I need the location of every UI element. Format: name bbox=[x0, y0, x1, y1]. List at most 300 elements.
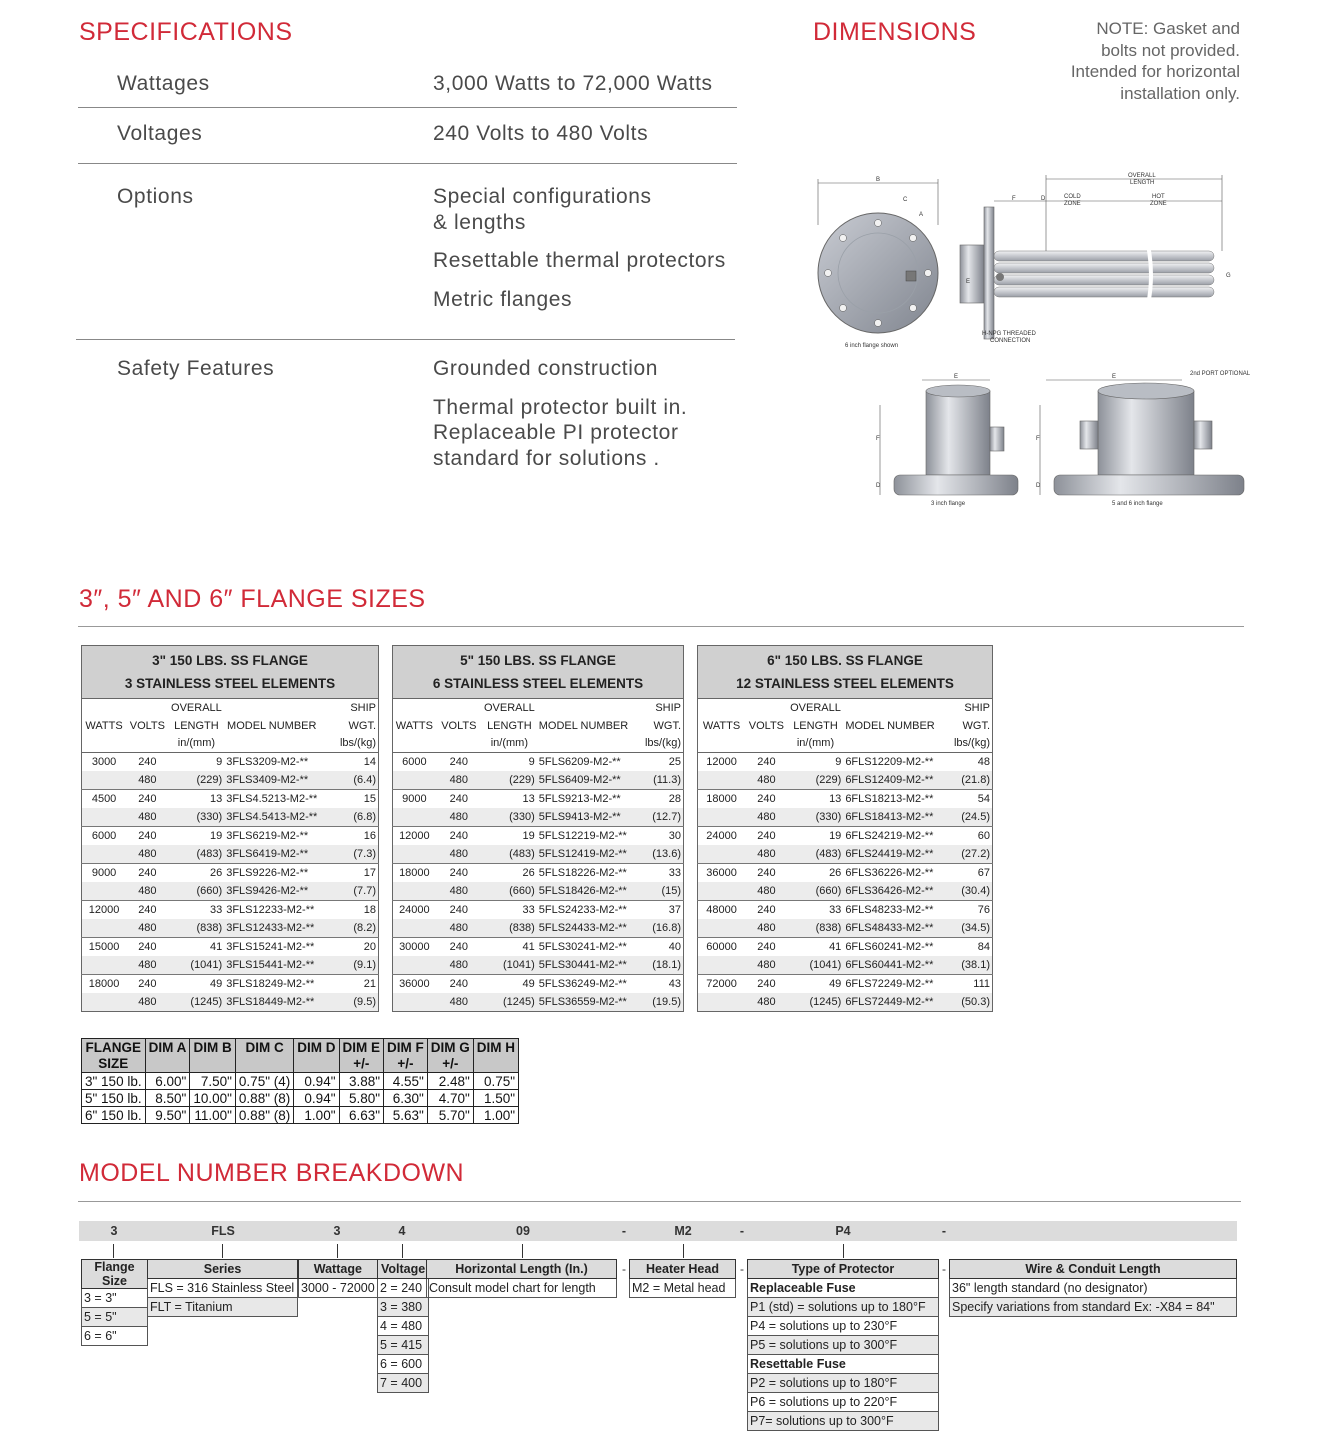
cell-length: (660) bbox=[169, 882, 225, 901]
column-header bbox=[82, 699, 127, 717]
spec-value-options-3: Resettable thermal protectors bbox=[433, 249, 726, 272]
column-header bbox=[436, 699, 482, 717]
table-row bbox=[748, 1336, 939, 1355]
spec-label-voltages: Voltages bbox=[117, 122, 203, 145]
table-row bbox=[950, 1279, 1237, 1298]
model-table-flange-size bbox=[81, 1259, 148, 1346]
separator-dash: - bbox=[740, 1262, 744, 1276]
table-row bbox=[698, 975, 993, 994]
cell-volts: 240 bbox=[126, 975, 168, 994]
column-header bbox=[224, 699, 319, 717]
cell-length: 26 bbox=[482, 864, 537, 883]
cell-length: (838) bbox=[482, 919, 537, 938]
cell-weight: 15 bbox=[319, 790, 378, 809]
cell-volts: 480 bbox=[436, 808, 482, 827]
label-hot-2: ZONE bbox=[1150, 201, 1167, 207]
cell-length: (1245) bbox=[169, 993, 225, 1012]
cell-length: 49 bbox=[482, 975, 537, 994]
column-header bbox=[745, 735, 788, 753]
dims-header bbox=[473, 1056, 518, 1073]
cell-watts bbox=[393, 993, 436, 1012]
table-row bbox=[393, 919, 684, 938]
spec-value-options-2: & lengths bbox=[433, 211, 526, 234]
table-row bbox=[698, 864, 993, 883]
cell-weight: (6.4) bbox=[319, 771, 378, 790]
cell-weight: 111 bbox=[937, 975, 993, 994]
cell-length: 19 bbox=[788, 827, 844, 846]
table-row bbox=[82, 1308, 148, 1327]
flange-title-line-1: 3" 150 LBS. SS FLANGE bbox=[152, 653, 308, 668]
column-header bbox=[126, 735, 168, 753]
flange-table bbox=[81, 645, 379, 1012]
cell-watts bbox=[393, 882, 436, 901]
cell-volts: 480 bbox=[126, 808, 168, 827]
column-header: LENGTH bbox=[174, 719, 219, 732]
table-row bbox=[698, 808, 993, 827]
cell-length: 49 bbox=[169, 975, 225, 994]
table-row bbox=[82, 771, 379, 790]
spec-value-safety-4: standard for solutions . bbox=[433, 447, 660, 470]
column-header bbox=[393, 735, 436, 753]
column-header: WATTS bbox=[395, 719, 433, 732]
tick bbox=[683, 1244, 684, 1258]
cell-volts: 240 bbox=[745, 938, 788, 957]
cell-length: (483) bbox=[482, 845, 537, 864]
cell-model: 6FLS72249-M2-** bbox=[843, 975, 936, 994]
table-row bbox=[378, 1374, 429, 1393]
model-table-header: Wattage bbox=[299, 1260, 378, 1279]
table-row bbox=[82, 790, 379, 809]
cell-length: (1245) bbox=[788, 993, 844, 1012]
cell-length: 9 bbox=[482, 753, 537, 772]
dimension-drawings bbox=[810, 165, 1255, 515]
table-row bbox=[698, 956, 993, 975]
cell-length: 41 bbox=[788, 938, 844, 957]
cell-volts: 480 bbox=[126, 919, 168, 938]
label-f-3: F bbox=[876, 436, 880, 442]
table-row bbox=[698, 790, 993, 809]
model-table-header: Horizontal Length (In.) bbox=[427, 1260, 617, 1279]
column-header: SHIP bbox=[655, 701, 681, 714]
model-table-cell: 4 = 480 bbox=[378, 1317, 429, 1336]
cell-watts bbox=[698, 919, 746, 938]
cell-volts: 480 bbox=[745, 956, 788, 975]
cell-weight: 14 bbox=[319, 753, 378, 772]
cell-length: 26 bbox=[169, 864, 225, 883]
cell-watts bbox=[82, 956, 127, 975]
cell-volts: 240 bbox=[126, 790, 168, 809]
cell-weight: 17 bbox=[319, 864, 378, 883]
label-npg-1: H-NPG THREADED bbox=[982, 331, 1036, 337]
cell-volts: 240 bbox=[126, 753, 168, 772]
table-row bbox=[698, 771, 993, 790]
cell-length: 9 bbox=[788, 753, 844, 772]
dims-value: 6.00" bbox=[145, 1073, 190, 1090]
cell-watts: 18000 bbox=[393, 864, 436, 883]
cell-length: 49 bbox=[788, 975, 844, 994]
cell-watts: 9000 bbox=[82, 864, 127, 883]
dims-header: SIZE bbox=[82, 1056, 146, 1073]
column-header: MODEL NUMBER bbox=[538, 719, 629, 732]
label-f-56: F bbox=[1036, 436, 1040, 442]
spec-value-options-1: Special configurations bbox=[433, 185, 652, 208]
cell-length: 33 bbox=[169, 901, 225, 920]
column-header: in/(mm) bbox=[169, 735, 225, 753]
cell-volts: 480 bbox=[126, 956, 168, 975]
heater-side-drawing bbox=[960, 173, 1231, 344]
column-header bbox=[224, 735, 319, 753]
flange-title-line-2: 3 STAINLESS STEEL ELEMENTS bbox=[124, 676, 336, 691]
label-overall: OVERALL bbox=[1128, 173, 1156, 179]
column-header: VOLTS bbox=[441, 719, 477, 732]
dims-header bbox=[294, 1056, 339, 1073]
cell-length: (660) bbox=[788, 882, 844, 901]
cell-model: 5FLS9413-M2-** bbox=[537, 808, 630, 827]
code-flange-size: 3 bbox=[110, 1224, 118, 1238]
cell-length: (660) bbox=[482, 882, 537, 901]
flange-sizes-heading: 3″, 5″ AND 6″ FLANGE SIZES bbox=[79, 585, 426, 613]
cell-weight: (9.1) bbox=[319, 956, 378, 975]
specifications-heading: SPECIFICATIONS bbox=[79, 18, 293, 46]
column-header: MODEL NUMBER bbox=[845, 719, 935, 732]
model-table-cell: FLS = 316 Stainless Steel bbox=[148, 1279, 298, 1298]
cell-watts bbox=[82, 808, 127, 827]
cell-model: 3FLS9226-M2-** bbox=[224, 864, 319, 883]
model-table-cell: Specify variations from standard Ex: -X84 = 84" bbox=[950, 1298, 1237, 1317]
separator-dash: - bbox=[622, 1262, 626, 1276]
dims-header: DIM H bbox=[473, 1039, 518, 1056]
column-header: in/(mm) bbox=[788, 735, 844, 753]
table-row bbox=[630, 1279, 736, 1298]
dims-value: 6.30" bbox=[384, 1090, 428, 1107]
column-header: WGT. bbox=[962, 719, 990, 732]
label-d: D bbox=[1041, 196, 1046, 202]
cell-watts bbox=[393, 919, 436, 938]
cell-model: 5FLS18426-M2-** bbox=[537, 882, 630, 901]
cell-watts: 18000 bbox=[82, 975, 127, 994]
table-row bbox=[378, 1355, 429, 1374]
dims-header: DIM E bbox=[339, 1039, 384, 1056]
cell-volts: 480 bbox=[745, 808, 788, 827]
cell-volts: 480 bbox=[126, 845, 168, 864]
cell-model: 3FLS3209-M2-** bbox=[224, 753, 319, 772]
model-table-cell: 6 = 6" bbox=[82, 1327, 148, 1346]
cell-length: 26 bbox=[788, 864, 844, 883]
dims-header: FLANGE bbox=[82, 1039, 146, 1056]
table-row bbox=[698, 753, 993, 772]
dimensions-note: NOTE: Gasket and bolts not provided. Intended for horizontal installation only. bbox=[1070, 19, 1240, 103]
cell-watts bbox=[393, 771, 436, 790]
cell-watts: 12000 bbox=[698, 753, 746, 772]
cell-model: 5FLS24433-M2-** bbox=[537, 919, 630, 938]
cell-weight: (9.5) bbox=[319, 993, 378, 1012]
model-table-cell: 3000 - 72000 bbox=[299, 1279, 378, 1298]
model-table-cell: P6 = solutions up to 220°F bbox=[748, 1393, 939, 1412]
cell-weight: 60 bbox=[937, 827, 993, 846]
dims-header: +/- bbox=[427, 1056, 473, 1073]
dims-value: 1.50" bbox=[473, 1090, 518, 1107]
column-header bbox=[843, 735, 936, 753]
table-row bbox=[698, 919, 993, 938]
table-row bbox=[698, 938, 993, 957]
model-table-header: Flange Size bbox=[82, 1260, 148, 1289]
flange-title-line-1: 5" 150 LBS. SS FLANGE bbox=[460, 653, 616, 668]
cell-volts: 480 bbox=[745, 845, 788, 864]
cell-volts: 240 bbox=[436, 753, 482, 772]
dims-value: 0.88" (8) bbox=[235, 1090, 293, 1107]
table-row bbox=[82, 1090, 519, 1107]
table-row bbox=[698, 827, 993, 846]
table-row bbox=[82, 882, 379, 901]
cell-weight: 48 bbox=[937, 753, 993, 772]
label-b: B bbox=[876, 177, 881, 183]
table-row bbox=[82, 956, 379, 975]
divider bbox=[76, 339, 735, 340]
model-table-cell: FLT = Titanium bbox=[148, 1298, 298, 1317]
cell-weight: (8.2) bbox=[319, 919, 378, 938]
code-separator: - bbox=[621, 1224, 627, 1238]
cell-length: (1041) bbox=[169, 956, 225, 975]
cell-volts: 480 bbox=[436, 882, 482, 901]
cell-weight: (11.3) bbox=[630, 771, 683, 790]
cell-volts: 480 bbox=[436, 993, 482, 1012]
cell-weight: (38.1) bbox=[937, 956, 993, 975]
cell-model: 3FLS15441-M2-** bbox=[224, 956, 319, 975]
cell-volts: 480 bbox=[436, 845, 482, 864]
cell-volts: 240 bbox=[745, 864, 788, 883]
cell-weight: 21 bbox=[319, 975, 378, 994]
cell-watts bbox=[393, 845, 436, 864]
cell-length: 33 bbox=[788, 901, 844, 920]
dims-value: 11.00" bbox=[190, 1107, 236, 1124]
table-row bbox=[748, 1317, 939, 1336]
label-length: LENGTH bbox=[1130, 180, 1155, 186]
flange-table-title bbox=[393, 646, 684, 699]
cell-volts: 480 bbox=[126, 771, 168, 790]
cell-watts bbox=[698, 882, 746, 901]
label-cold-1: COLD bbox=[1064, 194, 1081, 200]
cell-watts bbox=[82, 882, 127, 901]
table-row bbox=[378, 1336, 429, 1355]
code-protector: P4 bbox=[835, 1224, 851, 1238]
table-row bbox=[82, 864, 379, 883]
label-a: A bbox=[919, 212, 924, 218]
cell-volts: 240 bbox=[436, 864, 482, 883]
cell-watts: 24000 bbox=[393, 901, 436, 920]
table-row bbox=[82, 975, 379, 994]
code-wattage: 3 bbox=[333, 1224, 341, 1238]
label-hot-1: HOT bbox=[1152, 194, 1165, 200]
spec-value-wattages: 3,000 Watts to 72,000 Watts bbox=[433, 72, 713, 95]
tick bbox=[522, 1244, 523, 1258]
cell-weight: 28 bbox=[630, 790, 683, 809]
table-row bbox=[393, 808, 684, 827]
table-row bbox=[393, 827, 684, 846]
cell-weight: (6.8) bbox=[319, 808, 378, 827]
column-header bbox=[126, 699, 168, 717]
column-header: lbs/(kg) bbox=[319, 735, 378, 753]
divider bbox=[78, 1201, 1241, 1202]
cell-model: 6FLS12209-M2-** bbox=[843, 753, 936, 772]
model-table-cell: P4 = solutions up to 230°F bbox=[748, 1317, 939, 1336]
column-header bbox=[436, 735, 482, 753]
dims-header: +/- bbox=[339, 1056, 384, 1073]
label-flange-6: 6 inch flange shown bbox=[845, 343, 899, 349]
cell-watts bbox=[82, 919, 127, 938]
cell-watts: 60000 bbox=[698, 938, 746, 957]
cell-volts: 240 bbox=[436, 827, 482, 846]
dims-value: 5.63" bbox=[384, 1107, 428, 1124]
cell-length: (483) bbox=[169, 845, 225, 864]
label-port: 2nd PORT OPTIONAL bbox=[1190, 371, 1251, 377]
dims-header bbox=[145, 1056, 190, 1073]
dims-value: 4.70" bbox=[427, 1090, 473, 1107]
cell-watts: 6000 bbox=[82, 827, 127, 846]
cell-weight: 30 bbox=[630, 827, 683, 846]
cell-weight: (12.7) bbox=[630, 808, 683, 827]
cell-model: 6FLS18213-M2-** bbox=[843, 790, 936, 809]
model-code-bar bbox=[79, 1221, 1237, 1241]
column-header: lbs/(kg) bbox=[937, 735, 993, 753]
label-d-56: D bbox=[1036, 483, 1041, 489]
cell-model: 3FLS6219-M2-** bbox=[224, 827, 319, 846]
cell-volts: 240 bbox=[745, 975, 788, 994]
dims-flange-size: 6" 150 lb. bbox=[82, 1107, 146, 1124]
cell-model: 3FLS9426-M2-** bbox=[224, 882, 319, 901]
cell-model: 5FLS30441-M2-** bbox=[537, 956, 630, 975]
flange-title-line-2: 12 STAINLESS STEEL ELEMENTS bbox=[736, 676, 954, 691]
table-row bbox=[748, 1374, 939, 1393]
column-header: WATTS bbox=[702, 719, 741, 732]
table-row bbox=[748, 1355, 939, 1374]
cell-length: (330) bbox=[169, 808, 225, 827]
table-row bbox=[393, 845, 684, 864]
column-header: SHIP bbox=[350, 701, 376, 714]
model-table-cell: P2 = solutions up to 180°F bbox=[748, 1374, 939, 1393]
column-header bbox=[698, 735, 746, 753]
flange-table-title bbox=[82, 646, 379, 699]
code-voltage: 4 bbox=[398, 1224, 406, 1238]
cell-weight: 16 bbox=[319, 827, 378, 846]
label-e-56: E bbox=[1112, 374, 1117, 380]
cell-weight: (50.3) bbox=[937, 993, 993, 1012]
cell-weight: 76 bbox=[937, 901, 993, 920]
cell-length: 13 bbox=[788, 790, 844, 809]
cell-volts: 240 bbox=[126, 938, 168, 957]
table-row bbox=[748, 1279, 939, 1298]
cell-volts: 480 bbox=[745, 993, 788, 1012]
code-separator: - bbox=[941, 1224, 947, 1238]
cell-weight: 18 bbox=[319, 901, 378, 920]
cell-volts: 240 bbox=[745, 901, 788, 920]
table-row bbox=[82, 827, 379, 846]
cell-volts: 480 bbox=[126, 993, 168, 1012]
dims-header: DIM B bbox=[190, 1039, 236, 1056]
flange-title-line-1: 6" 150 LBS. SS FLANGE bbox=[767, 653, 923, 668]
dimensions-heading: DIMENSIONS bbox=[813, 18, 977, 46]
cell-model: 5FLS9213-M2-** bbox=[537, 790, 630, 809]
dims-header: DIM G bbox=[427, 1039, 473, 1056]
cell-weight: 54 bbox=[937, 790, 993, 809]
cell-weight: (24.5) bbox=[937, 808, 993, 827]
cell-weight: 43 bbox=[630, 975, 683, 994]
cell-model: 5FLS12219-M2-** bbox=[537, 827, 630, 846]
cell-length: (838) bbox=[169, 919, 225, 938]
cell-volts: 480 bbox=[436, 771, 482, 790]
cell-model: 6FLS24419-M2-** bbox=[843, 845, 936, 864]
table-row bbox=[393, 790, 684, 809]
model-table-cell: P7= solutions up to 300°F bbox=[748, 1412, 939, 1431]
dims-value: 5.80" bbox=[339, 1090, 384, 1107]
table-row bbox=[82, 1289, 148, 1308]
table-row bbox=[393, 901, 684, 920]
cell-weight: (18.1) bbox=[630, 956, 683, 975]
label-f: F bbox=[1012, 196, 1016, 202]
spec-label-wattages: Wattages bbox=[117, 72, 210, 95]
column-header: OVERALL bbox=[484, 701, 535, 714]
divider bbox=[78, 626, 1244, 627]
cell-watts: 6000 bbox=[393, 753, 436, 772]
dims-value: 7.50" bbox=[190, 1073, 236, 1090]
cell-watts: 3000 bbox=[82, 753, 127, 772]
spec-value-safety-1: Grounded construction bbox=[433, 357, 659, 380]
cell-length: (1041) bbox=[482, 956, 537, 975]
model-breakdown-heading: MODEL NUMBER BREAKDOWN bbox=[79, 1159, 465, 1187]
dims-value: 6.63" bbox=[339, 1107, 384, 1124]
column-header: VOLTS bbox=[748, 719, 785, 732]
column-header bbox=[843, 699, 936, 717]
cell-model: 3FLS12233-M2-** bbox=[224, 901, 319, 920]
cell-model: 6FLS48433-M2-** bbox=[843, 919, 936, 938]
column-header bbox=[393, 699, 436, 717]
cell-weight: (13.6) bbox=[630, 845, 683, 864]
cell-model: 5FLS30241-M2-** bbox=[537, 938, 630, 957]
flange-table-title bbox=[698, 646, 993, 699]
cell-weight: (7.3) bbox=[319, 845, 378, 864]
cell-model: 6FLS12409-M2-** bbox=[843, 771, 936, 790]
column-header: OVERALL bbox=[171, 701, 222, 714]
cell-model: 3FLS4.5213-M2-** bbox=[224, 790, 319, 809]
cell-length: (330) bbox=[788, 808, 844, 827]
dims-value: 1.00" bbox=[473, 1107, 518, 1124]
table-row bbox=[82, 938, 379, 957]
dims-value: 2.48" bbox=[427, 1073, 473, 1090]
dims-header: DIM A bbox=[145, 1039, 190, 1056]
cell-model: 5FLS36249-M2-** bbox=[537, 975, 630, 994]
cell-length: (1041) bbox=[788, 956, 844, 975]
cell-weight: 67 bbox=[937, 864, 993, 883]
cell-volts: 240 bbox=[126, 864, 168, 883]
table-row bbox=[748, 1298, 939, 1317]
cell-weight: (15) bbox=[630, 882, 683, 901]
spec-value-safety-2: Thermal protector built in. bbox=[433, 396, 688, 419]
dims-header: DIM D bbox=[294, 1039, 339, 1056]
model-table-voltage bbox=[377, 1259, 429, 1393]
cell-model: 6FLS48233-M2-** bbox=[843, 901, 936, 920]
column-header: WATTS bbox=[85, 719, 123, 732]
spec-label-options: Options bbox=[117, 185, 194, 208]
cell-model: 5FLS36559-M2-** bbox=[537, 993, 630, 1012]
code-separator: - bbox=[739, 1224, 745, 1238]
cell-model: 5FLS12419-M2-** bbox=[537, 845, 630, 864]
model-table-cell: 3 = 380 bbox=[378, 1298, 429, 1317]
cell-length: (838) bbox=[788, 919, 844, 938]
table-row bbox=[393, 956, 684, 975]
cell-volts: 480 bbox=[436, 919, 482, 938]
dims-value: 9.50" bbox=[145, 1107, 190, 1124]
code-heater-head: M2 bbox=[674, 1224, 692, 1238]
dims-header: +/- bbox=[384, 1056, 428, 1073]
